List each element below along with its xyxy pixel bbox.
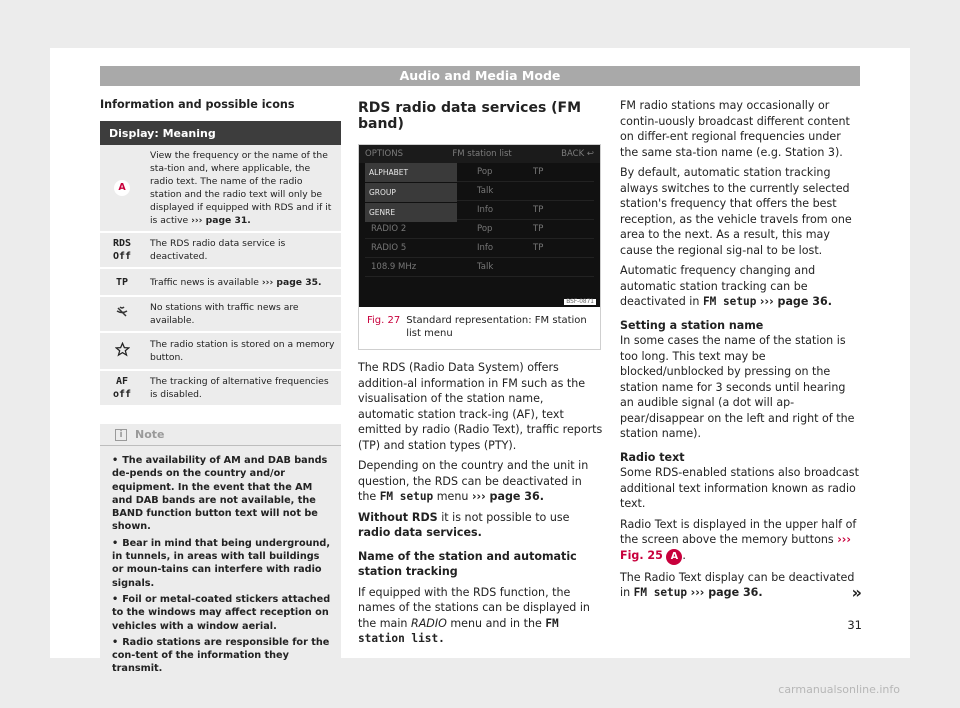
station-names-paragraph: If equipped with the RDS function, the names of the stations can be displayed in the main RADIO menu and in the FM station list. <box>358 585 590 645</box>
back-arrow-icon: ↩ <box>586 149 594 159</box>
options-menu <box>365 163 457 223</box>
row-meaning: No stations with traffic news are available. <box>144 296 341 332</box>
station-row[interactable]: Talk <box>365 182 594 201</box>
note-item: • Radio stations are responsible for the con-tent of the information they transmit. <box>112 636 331 676</box>
menu-item-group[interactable]: GROUP <box>365 183 457 202</box>
table-row <box>100 296 341 332</box>
screen-title: FM station list <box>452 149 512 159</box>
left-column <box>100 92 341 689</box>
rds-heading: RDS radio data services (FM band) <box>358 100 582 132</box>
page-ref[interactable]: ››› page 36. <box>471 490 544 503</box>
page-ref[interactable]: ››› page 36. <box>759 295 832 308</box>
middle-column <box>358 100 603 652</box>
radio-text-heading: Radio text <box>620 450 685 464</box>
a-badge: A <box>114 180 130 196</box>
row-meaning: Traffic news is available <box>150 276 259 288</box>
station-row[interactable]: RADIO 5 Info TP <box>365 239 594 258</box>
deactivate-radio-text-paragraph: The Radio Text display can be deactivated in FM setup ››› page 36. » <box>620 570 862 602</box>
station-tracking-heading: Name of the station and automatic station tracking <box>358 549 577 578</box>
menu-item-genre[interactable]: GENRE <box>365 203 457 222</box>
note-box <box>100 424 341 689</box>
deactivate-paragraph: Depending on the country and the unit in question, the RDS can be deactivated in the FM setup menu ››› page 36. <box>358 459 589 503</box>
row-meaning: The radio station is stored on a memory button. <box>144 332 341 370</box>
options-button[interactable]: OPTIONS <box>365 149 403 159</box>
table-row <box>100 268 341 296</box>
note-title: Note <box>135 428 165 441</box>
caption-label: Fig. 27 <box>367 315 401 326</box>
watermark: carmanualsonline.info <box>778 683 900 696</box>
figure-code: BSF-0871 <box>566 299 594 305</box>
icons-heading: Information and possible icons <box>100 98 295 111</box>
row-meaning: The tracking of alternative frequencies is disabled. <box>144 370 341 406</box>
table-header: Display: Meaning <box>100 121 341 145</box>
setting-name-heading: Setting a station name <box>620 318 764 332</box>
table-row <box>100 370 341 406</box>
setting-name-paragraph: In some cases the name of the station is too long. This text may be blocked/unblocked by pressing on the station name for 3 seconds until hearing an audible signal (a dot will ap-pear/disappear on the left and right of the station name). <box>620 334 855 440</box>
page-ref[interactable]: ››› page 36. <box>690 586 763 599</box>
section-header: Audio and Media Mode <box>100 66 860 86</box>
note-item: • The availability of AM and DAB bands de-pends on the country and/or equipment. In the event that the AM and DAB bands are not available, the BAND function button text will not be shown. <box>112 454 331 534</box>
figure-27 <box>358 144 601 350</box>
note-item: • Bear in mind that being underground, in tunnels, in areas with tall buildings or moun-tains can interfere with radio signals. <box>112 537 331 590</box>
radio-text-paragraph: Some RDS-enabled stations also broadcast additional text information known as radio text. <box>620 466 859 510</box>
station-row[interactable]: Pop TP <box>365 163 594 182</box>
without-rds-paragraph: Without RDS it is not possible to use radio data services. <box>358 510 570 539</box>
regional-paragraph: FM radio stations may occasionally or contin-uously broadcast different content on differ-ent regional frequencies under the same sta-tion name (e.g. Station 3). <box>620 99 850 159</box>
a-symbol <box>100 145 144 232</box>
af-paragraph: Automatic frequency changing and automatic station tracking can be deactivated in FM setup ››› page 36. <box>620 264 832 308</box>
back-button[interactable]: BACK ↩ <box>561 149 594 159</box>
star-icon <box>115 342 130 357</box>
tp-symbol: TP <box>100 268 144 296</box>
figure-ref[interactable]: ››› Fig. 25 <box>620 533 851 562</box>
rds-paragraph: The RDS (Radio Data System) offers addition-al information in FM such as the visualisation of the station name, automatic station track-ing (AF), text emitted by radio (Radio Text), traffic reports (TP) and station types (PTY). <box>358 361 603 452</box>
note-list <box>100 446 341 676</box>
row-meaning: The RDS radio data service is deactivated. <box>144 232 341 268</box>
continued-marker: » <box>851 583 862 602</box>
a-badge: A <box>666 549 682 565</box>
table-row <box>100 332 341 370</box>
rds-off-symbol: RDS Off <box>100 232 144 268</box>
row-meaning: View the frequency or the name of the sta-tion and, where applicable, the radio text. The name of the radio station and the radio text will only be displayed if equipped with RDS and if it is active <box>150 150 332 226</box>
table-row <box>100 232 341 268</box>
page-number: 31 <box>847 618 862 632</box>
af-off-symbol: AF off <box>100 370 144 406</box>
info-icon: i <box>115 429 127 441</box>
figure-caption <box>359 307 600 349</box>
station-row[interactable]: 108.9 MHz Talk <box>365 258 594 277</box>
page-ref[interactable]: ››› page 31. <box>191 215 251 226</box>
no-traffic-icon <box>115 305 129 319</box>
tracking-paragraph: By default, automatic station tracking always switches to the currently selected station's frequency that offers the best reception, as the vehicle travels from one area to the next. As a result, this may cause the regional sig-nal to be lost. <box>620 166 852 257</box>
table-row <box>100 145 341 232</box>
radio-text-display-paragraph: Radio Text is displayed in the upper half of the screen above the memory buttons ››› Fig. 25 A . <box>620 517 862 565</box>
station-row[interactable]: Info TP <box>365 201 594 220</box>
note-item: • Foil or metal-coated stickers attached to the windows may affect reception on vehicles with a window aerial. <box>112 593 331 633</box>
menu-item-alphabet[interactable]: ALPHABET <box>365 163 457 182</box>
page-ref[interactable]: ››› page 35. <box>261 276 322 288</box>
icons-table <box>100 121 341 407</box>
station-list-screen <box>359 145 600 307</box>
right-column <box>620 98 862 606</box>
caption-text: Standard representation: FM station list menu <box>406 315 587 339</box>
station-row[interactable]: RADIO 2 Pop TP <box>365 220 594 239</box>
